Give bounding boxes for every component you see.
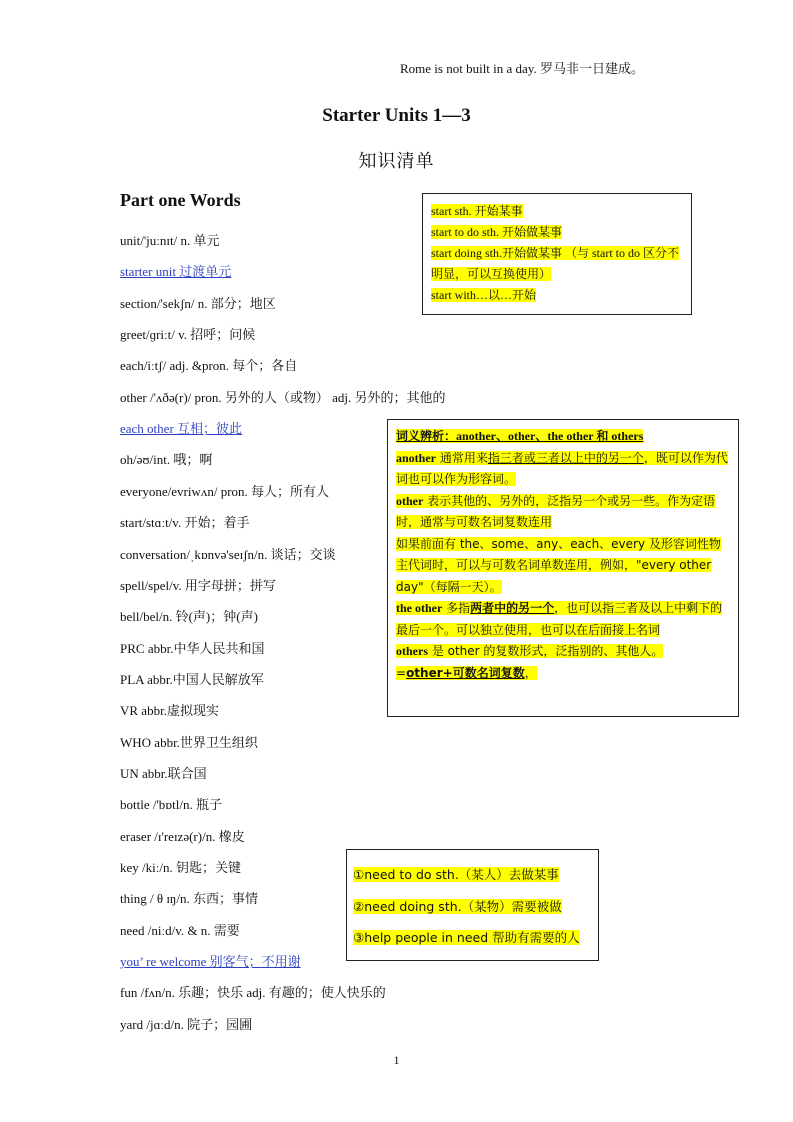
note-need-line: ②need doing sth.（某物）需要被做 — [353, 898, 562, 914]
word-entry: UN abbr.联合国 — [120, 765, 207, 781]
note-need-line: ①need to do sth.（某人）去做某事 — [353, 867, 559, 882]
note-text: ，也可以指三者及以上中剩下的最后一个。可以独立使用，也可以在后面接上名词 — [396, 601, 723, 637]
word-entry: need /niːd/v. & n. 需要 — [120, 922, 240, 938]
word-entry[interactable]: each other 互相；彼此 — [120, 421, 243, 437]
note-start-box — [422, 193, 692, 315]
note-need-box — [346, 849, 599, 961]
term-others: others — [396, 644, 428, 658]
word-entry: oh/əʊ/int. 哦；啊 — [120, 452, 213, 468]
term-the-other: the other — [396, 601, 443, 615]
word-entry: unit/'juːnɪt/ n. 单元 — [120, 233, 220, 248]
note-start-line: start sth. 开始某事 — [431, 204, 523, 218]
word-entry: other /'ʌðə(r)/ pron. 另外的人（或物） adj. 另外的；其他的 — [120, 389, 446, 405]
part-one-heading: Part one Words — [120, 190, 241, 210]
word-entry: each/iːtʃ/ adj. &pron. 每个；各自 — [120, 358, 298, 374]
note-start-line: start doing sth.开始做某事 （与 start to do 区分不明显，可以互换使用） — [431, 246, 679, 281]
note-other-box — [387, 419, 739, 717]
note-underline: 两者中的另一个 — [470, 601, 555, 615]
page-number: 1 — [393, 1053, 400, 1067]
note-text: 多指 — [442, 601, 471, 615]
word-entry: fun /fʌn/n. 乐趣；快乐 adj. 有趣的；使人快乐的 — [120, 985, 386, 1001]
note-underline: 指三者或三者以上中的另一个 — [487, 450, 644, 465]
word-entry: everyone/evriwʌn/ pron. 每人；所有人 — [120, 483, 330, 499]
note-other-heading: 词义辨析：another、other、the other 和 others — [396, 429, 644, 443]
page-subtitle: 知识清单 — [358, 151, 435, 172]
word-entry: greet/ɡriːt/ v. 招呼；问候 — [120, 327, 256, 343]
note-text: ，既可以作为代词也可以作为形容词。 — [396, 450, 728, 486]
word-entry: bottle /'bɒtl/n. 瓶子 — [120, 797, 222, 813]
word-entry: start/stɑːt/v. 开始；着手 — [120, 515, 250, 531]
word-entry: eraser /ɪ'reɪzə(r)/n. 橡皮 — [120, 828, 245, 844]
term-another: another — [396, 450, 436, 465]
word-entry: bell/bel/n. 铃(声)；钟(声) — [120, 609, 258, 625]
note-underline: other+可数名词复数 — [406, 665, 525, 680]
word-entry: key /kiː/n. 钥匙；关键 — [120, 860, 241, 875]
word-entry: conversation/ˌkɒnvə'seɪʃn/n. 谈话；交谈 — [120, 546, 336, 562]
word-entry[interactable]: you’ re welcome 别客气；不用谢 — [120, 954, 301, 970]
word-entry: PLA abbr.中国人民解放军 — [120, 671, 264, 687]
word-entry: yard /jɑːd/n. 院子；园圃 — [120, 1016, 253, 1032]
note-text: 如果前面有 the、some、any、each、every 及形容词性物主代词时，可以与可数名词单数连用，例如，"every other day"（每隔一天）。 — [396, 536, 721, 594]
page-motto: Rome is not built in a day. 罗马非一日建成。 — [400, 61, 644, 76]
note-need-line: ③help people in need 帮助有需要的人 — [353, 930, 580, 945]
word-entry: VR abbr.虚拟现实 — [120, 703, 219, 719]
word-entry: WHO abbr.世界卫生组织 — [120, 734, 258, 750]
note-text: 是 other 的复数形式，泛指别的、其他人。= — [396, 644, 664, 680]
note-text: 通常用来 — [436, 450, 488, 465]
word-entry: section/'sekʃn/ n. 部分；地区 — [120, 295, 276, 311]
note-start-line: start with…以…开始 — [431, 288, 536, 302]
word-entry: thing / θ ɪŋ/n. 东西；事情 — [120, 891, 258, 907]
word-entry[interactable]: starter unit 过渡单元 — [120, 264, 232, 280]
note-text: 表示其他的、另外的，泛指另一个或另一些。作为定语时，通常与可数名词复数连用 — [396, 493, 716, 529]
term-other: other — [396, 493, 424, 508]
page-title: Starter Units 1—3 — [322, 105, 471, 126]
note-start-line: start to do sth. 开始做某事 — [431, 225, 562, 239]
word-entry: PRC abbr.中华人民共和国 — [120, 640, 265, 656]
note-text: ， — [524, 665, 537, 680]
word-entry: spell/spel/v. 用字母拼；拼写 — [120, 577, 276, 593]
